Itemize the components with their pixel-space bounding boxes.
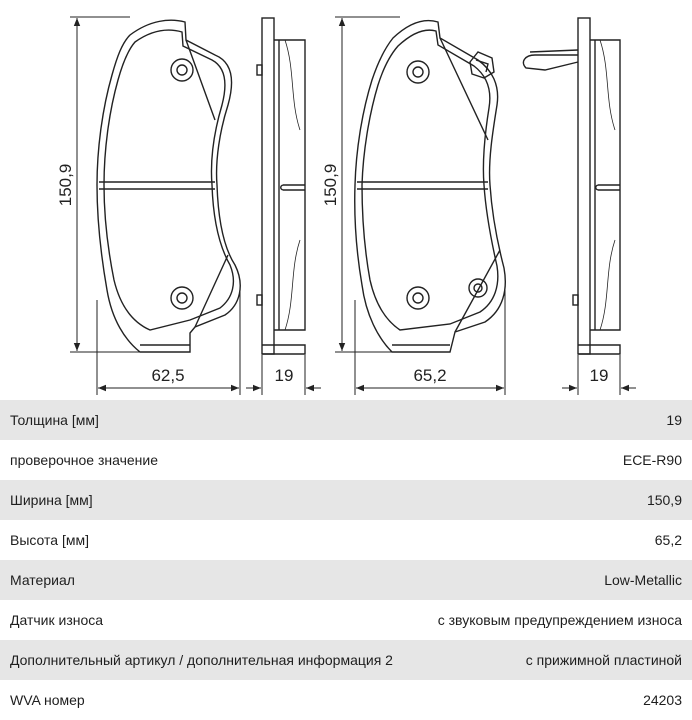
spec-row-material xyxy=(0,560,692,600)
spec-value: с звуковым предупреждением износа xyxy=(437,612,682,628)
left-pad-side-view xyxy=(257,18,305,354)
spec-row-height xyxy=(0,520,692,560)
spec-value: 150,9 xyxy=(646,492,682,508)
spec-row-wear-sensor xyxy=(0,600,692,640)
spec-row-additional-info xyxy=(0,640,692,680)
right-pad-side-view xyxy=(523,18,620,354)
spec-value: 65,2 xyxy=(654,532,682,548)
spec-row-width xyxy=(0,480,692,520)
spec-label: Дополнительный артикул / дополнительная информация 2 xyxy=(10,652,393,668)
right-pad-front-view xyxy=(355,21,506,352)
spec-label: Высота [мм] xyxy=(10,532,89,548)
spec-value: 19 xyxy=(666,412,682,428)
spec-label: Материал xyxy=(10,572,75,588)
spec-value: ECE-R90 xyxy=(622,452,682,468)
spec-label: Датчик износа xyxy=(10,612,104,628)
right-pad-thickness-dim: 19 xyxy=(589,366,609,385)
spec-value: с прижимной пластиной xyxy=(525,652,682,668)
left-pad-front-view xyxy=(97,20,240,352)
spec-row-wva-number xyxy=(0,680,692,720)
spec-value: 24203 xyxy=(643,692,682,708)
spec-label: Толщина [мм] xyxy=(10,412,99,428)
spec-row-thickness xyxy=(0,400,692,440)
spec-label: WVA номер xyxy=(10,692,85,708)
left-pad-width-dim: 62,5 xyxy=(151,366,185,385)
left-pad-thickness-dim: 19 xyxy=(274,366,294,385)
right-pad-height-dim: 150,9 xyxy=(321,163,340,207)
left-pad-dimensions xyxy=(70,17,240,395)
spec-label: Ширина [мм] xyxy=(10,492,93,508)
right-pad-width-dim: 65,2 xyxy=(413,366,447,385)
spec-label: проверочное значение xyxy=(10,452,159,468)
specs-table xyxy=(0,400,692,720)
left-pad-height-dim: 150,9 xyxy=(56,163,75,207)
right-pad-dimensions xyxy=(335,17,505,395)
spec-row-test-value xyxy=(0,440,692,480)
spec-value: Low-Metallic xyxy=(604,572,682,588)
